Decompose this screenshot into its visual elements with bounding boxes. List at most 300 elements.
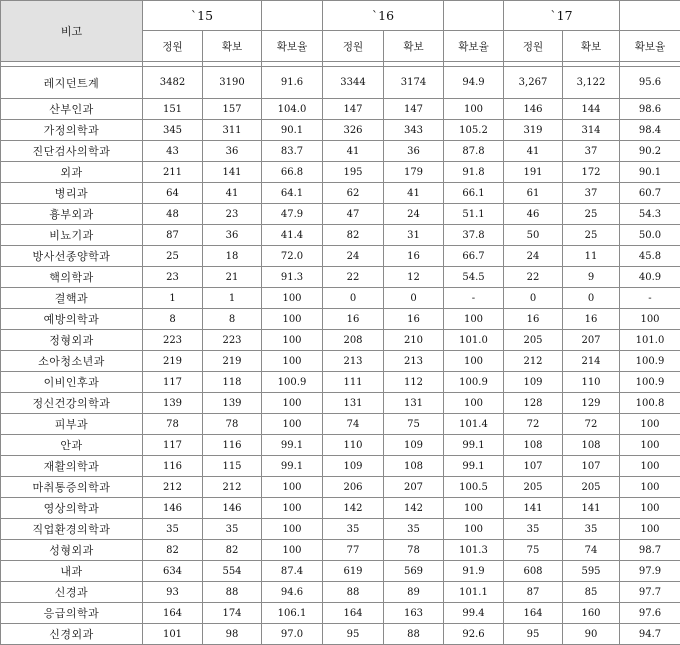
table-row <box>1 288 680 309</box>
rate-15-cell: 104.0 <box>262 99 323 120</box>
year-header-blank <box>262 1 323 31</box>
rate-15-cell: 100 <box>262 351 323 372</box>
rate-16-cell: 37.8 <box>444 225 504 246</box>
rate-15-cell: 41.4 <box>262 225 323 246</box>
rate-16-cell: 101.0 <box>444 330 504 351</box>
secured-16-cell: 147 <box>384 99 444 120</box>
department-name-cell: 응급의학과 <box>1 603 143 624</box>
table-row <box>1 582 680 603</box>
department-name-cell: 영상의학과 <box>1 498 143 519</box>
secured-15-cell: 1 <box>203 288 262 309</box>
department-name-cell: 산부인과 <box>1 99 143 120</box>
secured-16-cell: 89 <box>384 582 444 603</box>
quota-17-cell: 41 <box>504 141 563 162</box>
department-name-cell: 결핵과 <box>1 288 143 309</box>
department-name-cell: 신경외과 <box>1 624 143 645</box>
rate-15-cell: 97.0 <box>262 624 323 645</box>
department-name-cell: 이비인후과 <box>1 372 143 393</box>
quota-17-cell: 108 <box>504 435 563 456</box>
year-header-blank <box>620 1 680 31</box>
secured-15-cell: 115 <box>203 456 262 477</box>
quota-16-cell: 131 <box>323 393 384 414</box>
secured-15-cell: 35 <box>203 519 262 540</box>
table-row <box>1 162 680 183</box>
quota-16-cell: 0 <box>323 288 384 309</box>
secured-15-cell: 157 <box>203 99 262 120</box>
rate-17-cell: 100 <box>620 519 680 540</box>
secured-17-cell: 110 <box>563 372 620 393</box>
rate-17-cell: 60.7 <box>620 183 680 204</box>
secured-15-cell: 311 <box>203 120 262 141</box>
table-row <box>1 120 680 141</box>
table-row <box>1 141 680 162</box>
rate-17-cell: 100.9 <box>620 372 680 393</box>
secured-16-cell: 24 <box>384 204 444 225</box>
quota-16-cell: 77 <box>323 540 384 561</box>
secured-16-cell: 88 <box>384 624 444 645</box>
quota-17-cell: 141 <box>504 498 563 519</box>
rate-16-cell: 91.9 <box>444 561 504 582</box>
total-row <box>1 67 680 99</box>
quota-16-cell: 88 <box>323 582 384 603</box>
quota-16-cell: 74 <box>323 414 384 435</box>
rate-17-cell: 97.9 <box>620 561 680 582</box>
department-name-cell: 정형외과 <box>1 330 143 351</box>
table-row <box>1 99 680 120</box>
table-row <box>1 309 680 330</box>
quota-16-cell: 208 <box>323 330 384 351</box>
secured-17-cell: 85 <box>563 582 620 603</box>
quota-16-cell: 24 <box>323 246 384 267</box>
secured-16-cell: 109 <box>384 435 444 456</box>
quota-16-cell: 62 <box>323 183 384 204</box>
rate-17-cell: 100 <box>620 477 680 498</box>
secured-16-cell: 131 <box>384 393 444 414</box>
rate-17-cell: 100 <box>620 456 680 477</box>
secured-16-cell: 3174 <box>384 67 444 99</box>
secured-17-cell: 141 <box>563 498 620 519</box>
table-row <box>1 267 680 288</box>
rate-15-cell: 100 <box>262 498 323 519</box>
secured-16-cell: 163 <box>384 603 444 624</box>
rate-15-cell: 87.4 <box>262 561 323 582</box>
secured-17-cell: 144 <box>563 99 620 120</box>
table-row <box>1 225 680 246</box>
quota-15-cell: 223 <box>143 330 203 351</box>
rate-16-cell: 100 <box>444 393 504 414</box>
quota-17-cell: 3,267 <box>504 67 563 99</box>
secured-17-cell: 314 <box>563 120 620 141</box>
quota-17-cell: 107 <box>504 456 563 477</box>
quota-16-cell: 41 <box>323 141 384 162</box>
quota-15-cell: 78 <box>143 414 203 435</box>
quota-16-cell: 3344 <box>323 67 384 99</box>
quota-15-cell: 64 <box>143 183 203 204</box>
rate-17-cell: 97.7 <box>620 582 680 603</box>
secured-17-cell: 74 <box>563 540 620 561</box>
quota-17-cell: 61 <box>504 183 563 204</box>
rate-17-cell: 100 <box>620 435 680 456</box>
year-header-17: `17 <box>504 1 620 31</box>
rate-17-cell: 100 <box>620 414 680 435</box>
secured-15-cell: 139 <box>203 393 262 414</box>
subheader-secured: 확보 <box>563 31 620 62</box>
quota-15-cell: 1 <box>143 288 203 309</box>
quota-15-cell: 87 <box>143 225 203 246</box>
secured-16-cell: 112 <box>384 372 444 393</box>
secured-16-cell: 75 <box>384 414 444 435</box>
quota-16-cell: 147 <box>323 99 384 120</box>
rate-17-cell: 101.0 <box>620 330 680 351</box>
rate-17-cell: 94.7 <box>620 624 680 645</box>
secured-16-cell: 16 <box>384 309 444 330</box>
secured-17-cell: 37 <box>563 183 620 204</box>
quota-15-cell: 139 <box>143 393 203 414</box>
year-header-16: `16 <box>323 1 444 31</box>
quota-17-cell: 16 <box>504 309 563 330</box>
table-row <box>1 435 680 456</box>
rate-17-cell: 90.1 <box>620 162 680 183</box>
quota-17-cell: 95 <box>504 624 563 645</box>
rate-15-cell: 100 <box>262 414 323 435</box>
rate-16-cell: 100.5 <box>444 477 504 498</box>
rate-16-cell: 51.1 <box>444 204 504 225</box>
quota-15-cell: 219 <box>143 351 203 372</box>
rate-15-cell: 99.1 <box>262 435 323 456</box>
department-name-cell: 방사선종양학과 <box>1 246 143 267</box>
rate-15-cell: 100.9 <box>262 372 323 393</box>
quota-17-cell: 46 <box>504 204 563 225</box>
secured-17-cell: 108 <box>563 435 620 456</box>
secured-15-cell: 118 <box>203 372 262 393</box>
quota-15-cell: 82 <box>143 540 203 561</box>
rate-15-cell: 72.0 <box>262 246 323 267</box>
secured-16-cell: 569 <box>384 561 444 582</box>
secured-17-cell: 205 <box>563 477 620 498</box>
quota-16-cell: 110 <box>323 435 384 456</box>
secured-17-cell: 25 <box>563 204 620 225</box>
secured-17-cell: 129 <box>563 393 620 414</box>
quota-16-cell: 95 <box>323 624 384 645</box>
rate-17-cell: 100.8 <box>620 393 680 414</box>
department-name-cell: 예방의학과 <box>1 309 143 330</box>
rate-15-cell: 99.1 <box>262 456 323 477</box>
quota-15-cell: 93 <box>143 582 203 603</box>
quota-16-cell: 164 <box>323 603 384 624</box>
quota-17-cell: 128 <box>504 393 563 414</box>
table-row <box>1 603 680 624</box>
secured-15-cell: 36 <box>203 141 262 162</box>
rate-15-cell: 94.6 <box>262 582 323 603</box>
table-row <box>1 624 680 645</box>
secured-16-cell: 31 <box>384 225 444 246</box>
secured-16-cell: 16 <box>384 246 444 267</box>
secured-16-cell: 36 <box>384 141 444 162</box>
table-body <box>1 67 680 645</box>
quota-15-cell: 101 <box>143 624 203 645</box>
secured-17-cell: 16 <box>563 309 620 330</box>
rate-15-cell: 64.1 <box>262 183 323 204</box>
secured-17-cell: 595 <box>563 561 620 582</box>
quota-15-cell: 3482 <box>143 67 203 99</box>
rate-16-cell: 91.8 <box>444 162 504 183</box>
department-name-cell: 핵의학과 <box>1 267 143 288</box>
department-name-cell: 비뇨기과 <box>1 225 143 246</box>
rate-15-cell: 100 <box>262 393 323 414</box>
table-row <box>1 204 680 225</box>
secured-15-cell: 82 <box>203 540 262 561</box>
department-name-cell: 성형외과 <box>1 540 143 561</box>
rate-15-cell: 100 <box>262 519 323 540</box>
quota-16-cell: 35 <box>323 519 384 540</box>
quota-16-cell: 111 <box>323 372 384 393</box>
quota-17-cell: 319 <box>504 120 563 141</box>
secured-15-cell: 146 <box>203 498 262 519</box>
rate-16-cell: 101.3 <box>444 540 504 561</box>
rate-17-cell: 97.6 <box>620 603 680 624</box>
subheader-quota: 정원 <box>143 31 203 62</box>
rate-17-cell: 100.9 <box>620 351 680 372</box>
rate-16-cell: 101.1 <box>444 582 504 603</box>
secured-16-cell: 142 <box>384 498 444 519</box>
table-row <box>1 498 680 519</box>
department-name-cell: 가정의학과 <box>1 120 143 141</box>
rate-17-cell: 90.2 <box>620 141 680 162</box>
rate-16-cell: 99.1 <box>444 435 504 456</box>
rate-16-cell: 101.4 <box>444 414 504 435</box>
rate-16-cell: 100 <box>444 309 504 330</box>
department-name-cell: 재활의학과 <box>1 456 143 477</box>
rate-17-cell: 98.4 <box>620 120 680 141</box>
quota-15-cell: 35 <box>143 519 203 540</box>
secured-15-cell: 219 <box>203 351 262 372</box>
quota-17-cell: 50 <box>504 225 563 246</box>
quota-16-cell: 22 <box>323 267 384 288</box>
subheader-rate: 확보율 <box>262 31 323 62</box>
quota-17-cell: 608 <box>504 561 563 582</box>
secured-16-cell: 108 <box>384 456 444 477</box>
table-row <box>1 183 680 204</box>
department-name-cell: 내과 <box>1 561 143 582</box>
secured-15-cell: 174 <box>203 603 262 624</box>
rate-15-cell: 91.3 <box>262 267 323 288</box>
rate-15-cell: 100 <box>262 540 323 561</box>
quota-17-cell: 146 <box>504 99 563 120</box>
secured-16-cell: 0 <box>384 288 444 309</box>
rate-15-cell: 91.6 <box>262 67 323 99</box>
rate-15-cell: 100 <box>262 309 323 330</box>
secured-15-cell: 141 <box>203 162 262 183</box>
table-row <box>1 393 680 414</box>
quota-15-cell: 634 <box>143 561 203 582</box>
rate-15-cell: 100 <box>262 477 323 498</box>
secured-17-cell: 37 <box>563 141 620 162</box>
secured-17-cell: 107 <box>563 456 620 477</box>
secured-15-cell: 21 <box>203 267 262 288</box>
secured-16-cell: 179 <box>384 162 444 183</box>
quota-17-cell: 35 <box>504 519 563 540</box>
rate-16-cell: 66.7 <box>444 246 504 267</box>
quota-15-cell: 345 <box>143 120 203 141</box>
secured-16-cell: 35 <box>384 519 444 540</box>
secured-15-cell: 116 <box>203 435 262 456</box>
department-name-cell: 진단검사의학과 <box>1 141 143 162</box>
secured-16-cell: 343 <box>384 120 444 141</box>
quota-17-cell: 75 <box>504 540 563 561</box>
quota-16-cell: 109 <box>323 456 384 477</box>
quota-16-cell: 206 <box>323 477 384 498</box>
secured-15-cell: 78 <box>203 414 262 435</box>
secured-16-cell: 213 <box>384 351 444 372</box>
quota-15-cell: 25 <box>143 246 203 267</box>
rate-17-cell: - <box>620 288 680 309</box>
rate-16-cell: - <box>444 288 504 309</box>
quota-17-cell: 164 <box>504 603 563 624</box>
quota-16-cell: 142 <box>323 498 384 519</box>
secured-17-cell: 11 <box>563 246 620 267</box>
quota-15-cell: 43 <box>143 141 203 162</box>
secured-15-cell: 223 <box>203 330 262 351</box>
secured-17-cell: 90 <box>563 624 620 645</box>
rate-17-cell: 98.6 <box>620 99 680 120</box>
quota-17-cell: 72 <box>504 414 563 435</box>
subheader-rate: 확보율 <box>444 31 504 62</box>
rate-16-cell: 100.9 <box>444 372 504 393</box>
rate-15-cell: 100 <box>262 330 323 351</box>
secured-17-cell: 3,122 <box>563 67 620 99</box>
secured-15-cell: 212 <box>203 477 262 498</box>
quota-16-cell: 326 <box>323 120 384 141</box>
rate-17-cell: 100 <box>620 309 680 330</box>
year-header-15: `15 <box>143 1 262 31</box>
quota-17-cell: 191 <box>504 162 563 183</box>
rate-17-cell: 50.0 <box>620 225 680 246</box>
rate-16-cell: 94.9 <box>444 67 504 99</box>
secured-17-cell: 72 <box>563 414 620 435</box>
rate-16-cell: 87.8 <box>444 141 504 162</box>
quota-17-cell: 0 <box>504 288 563 309</box>
quota-15-cell: 8 <box>143 309 203 330</box>
rate-17-cell: 100 <box>620 498 680 519</box>
rate-17-cell: 95.6 <box>620 67 680 99</box>
quota-15-cell: 211 <box>143 162 203 183</box>
secured-17-cell: 160 <box>563 603 620 624</box>
rate-16-cell: 105.2 <box>444 120 504 141</box>
quota-17-cell: 24 <box>504 246 563 267</box>
quota-15-cell: 117 <box>143 435 203 456</box>
secured-15-cell: 554 <box>203 561 262 582</box>
header-row-years <box>1 1 680 31</box>
secured-16-cell: 210 <box>384 330 444 351</box>
quota-15-cell: 117 <box>143 372 203 393</box>
rate-15-cell: 106.1 <box>262 603 323 624</box>
quota-16-cell: 47 <box>323 204 384 225</box>
subheader-secured: 확보 <box>384 31 444 62</box>
rate-15-cell: 47.9 <box>262 204 323 225</box>
secured-15-cell: 18 <box>203 246 262 267</box>
quota-17-cell: 109 <box>504 372 563 393</box>
rate-16-cell: 100 <box>444 99 504 120</box>
quota-15-cell: 164 <box>143 603 203 624</box>
rate-16-cell: 100 <box>444 351 504 372</box>
secured-17-cell: 214 <box>563 351 620 372</box>
table-row <box>1 561 680 582</box>
subheader-rate: 확보율 <box>620 31 680 62</box>
rate-16-cell: 100 <box>444 519 504 540</box>
department-name-cell: 외과 <box>1 162 143 183</box>
secured-17-cell: 25 <box>563 225 620 246</box>
department-name-cell: 피부과 <box>1 414 143 435</box>
department-name-cell: 정신건강의학과 <box>1 393 143 414</box>
quota-17-cell: 87 <box>504 582 563 603</box>
department-name-cell: 소아청소년과 <box>1 351 143 372</box>
rate-17-cell: 45.8 <box>620 246 680 267</box>
rate-17-cell: 98.7 <box>620 540 680 561</box>
quota-16-cell: 213 <box>323 351 384 372</box>
quota-15-cell: 23 <box>143 267 203 288</box>
quota-17-cell: 212 <box>504 351 563 372</box>
secured-15-cell: 23 <box>203 204 262 225</box>
rate-16-cell: 99.1 <box>444 456 504 477</box>
department-name-cell: 레지던트계 <box>1 67 143 99</box>
quota-17-cell: 205 <box>504 477 563 498</box>
quota-15-cell: 116 <box>143 456 203 477</box>
secured-17-cell: 207 <box>563 330 620 351</box>
rate-16-cell: 100 <box>444 498 504 519</box>
department-name-cell: 흉부외과 <box>1 204 143 225</box>
department-name-cell: 병리과 <box>1 183 143 204</box>
rate-17-cell: 40.9 <box>620 267 680 288</box>
quota-17-cell: 22 <box>504 267 563 288</box>
secured-17-cell: 9 <box>563 267 620 288</box>
rate-16-cell: 92.6 <box>444 624 504 645</box>
quota-16-cell: 195 <box>323 162 384 183</box>
header-remarks: 비고 <box>1 1 143 62</box>
secured-16-cell: 41 <box>384 183 444 204</box>
table-row <box>1 330 680 351</box>
quota-15-cell: 48 <box>143 204 203 225</box>
rate-17-cell: 54.3 <box>620 204 680 225</box>
department-name-cell: 안과 <box>1 435 143 456</box>
quota-16-cell: 619 <box>323 561 384 582</box>
quota-15-cell: 146 <box>143 498 203 519</box>
secured-15-cell: 3190 <box>203 67 262 99</box>
subheader-quota: 정원 <box>504 31 563 62</box>
quota-15-cell: 212 <box>143 477 203 498</box>
table-row <box>1 540 680 561</box>
quota-15-cell: 151 <box>143 99 203 120</box>
quota-17-cell: 205 <box>504 330 563 351</box>
secured-16-cell: 207 <box>384 477 444 498</box>
table-row <box>1 519 680 540</box>
secured-17-cell: 35 <box>563 519 620 540</box>
table-row <box>1 372 680 393</box>
secured-17-cell: 172 <box>563 162 620 183</box>
table-row <box>1 414 680 435</box>
subheader-quota: 정원 <box>323 31 384 62</box>
secured-15-cell: 41 <box>203 183 262 204</box>
rate-16-cell: 99.4 <box>444 603 504 624</box>
table-row <box>1 477 680 498</box>
quota-16-cell: 82 <box>323 225 384 246</box>
secured-16-cell: 12 <box>384 267 444 288</box>
table-row <box>1 246 680 267</box>
subheader-secured: 확보 <box>203 31 262 62</box>
department-name-cell: 마취통증의학과 <box>1 477 143 498</box>
secured-16-cell: 78 <box>384 540 444 561</box>
secured-15-cell: 98 <box>203 624 262 645</box>
rate-16-cell: 66.1 <box>444 183 504 204</box>
